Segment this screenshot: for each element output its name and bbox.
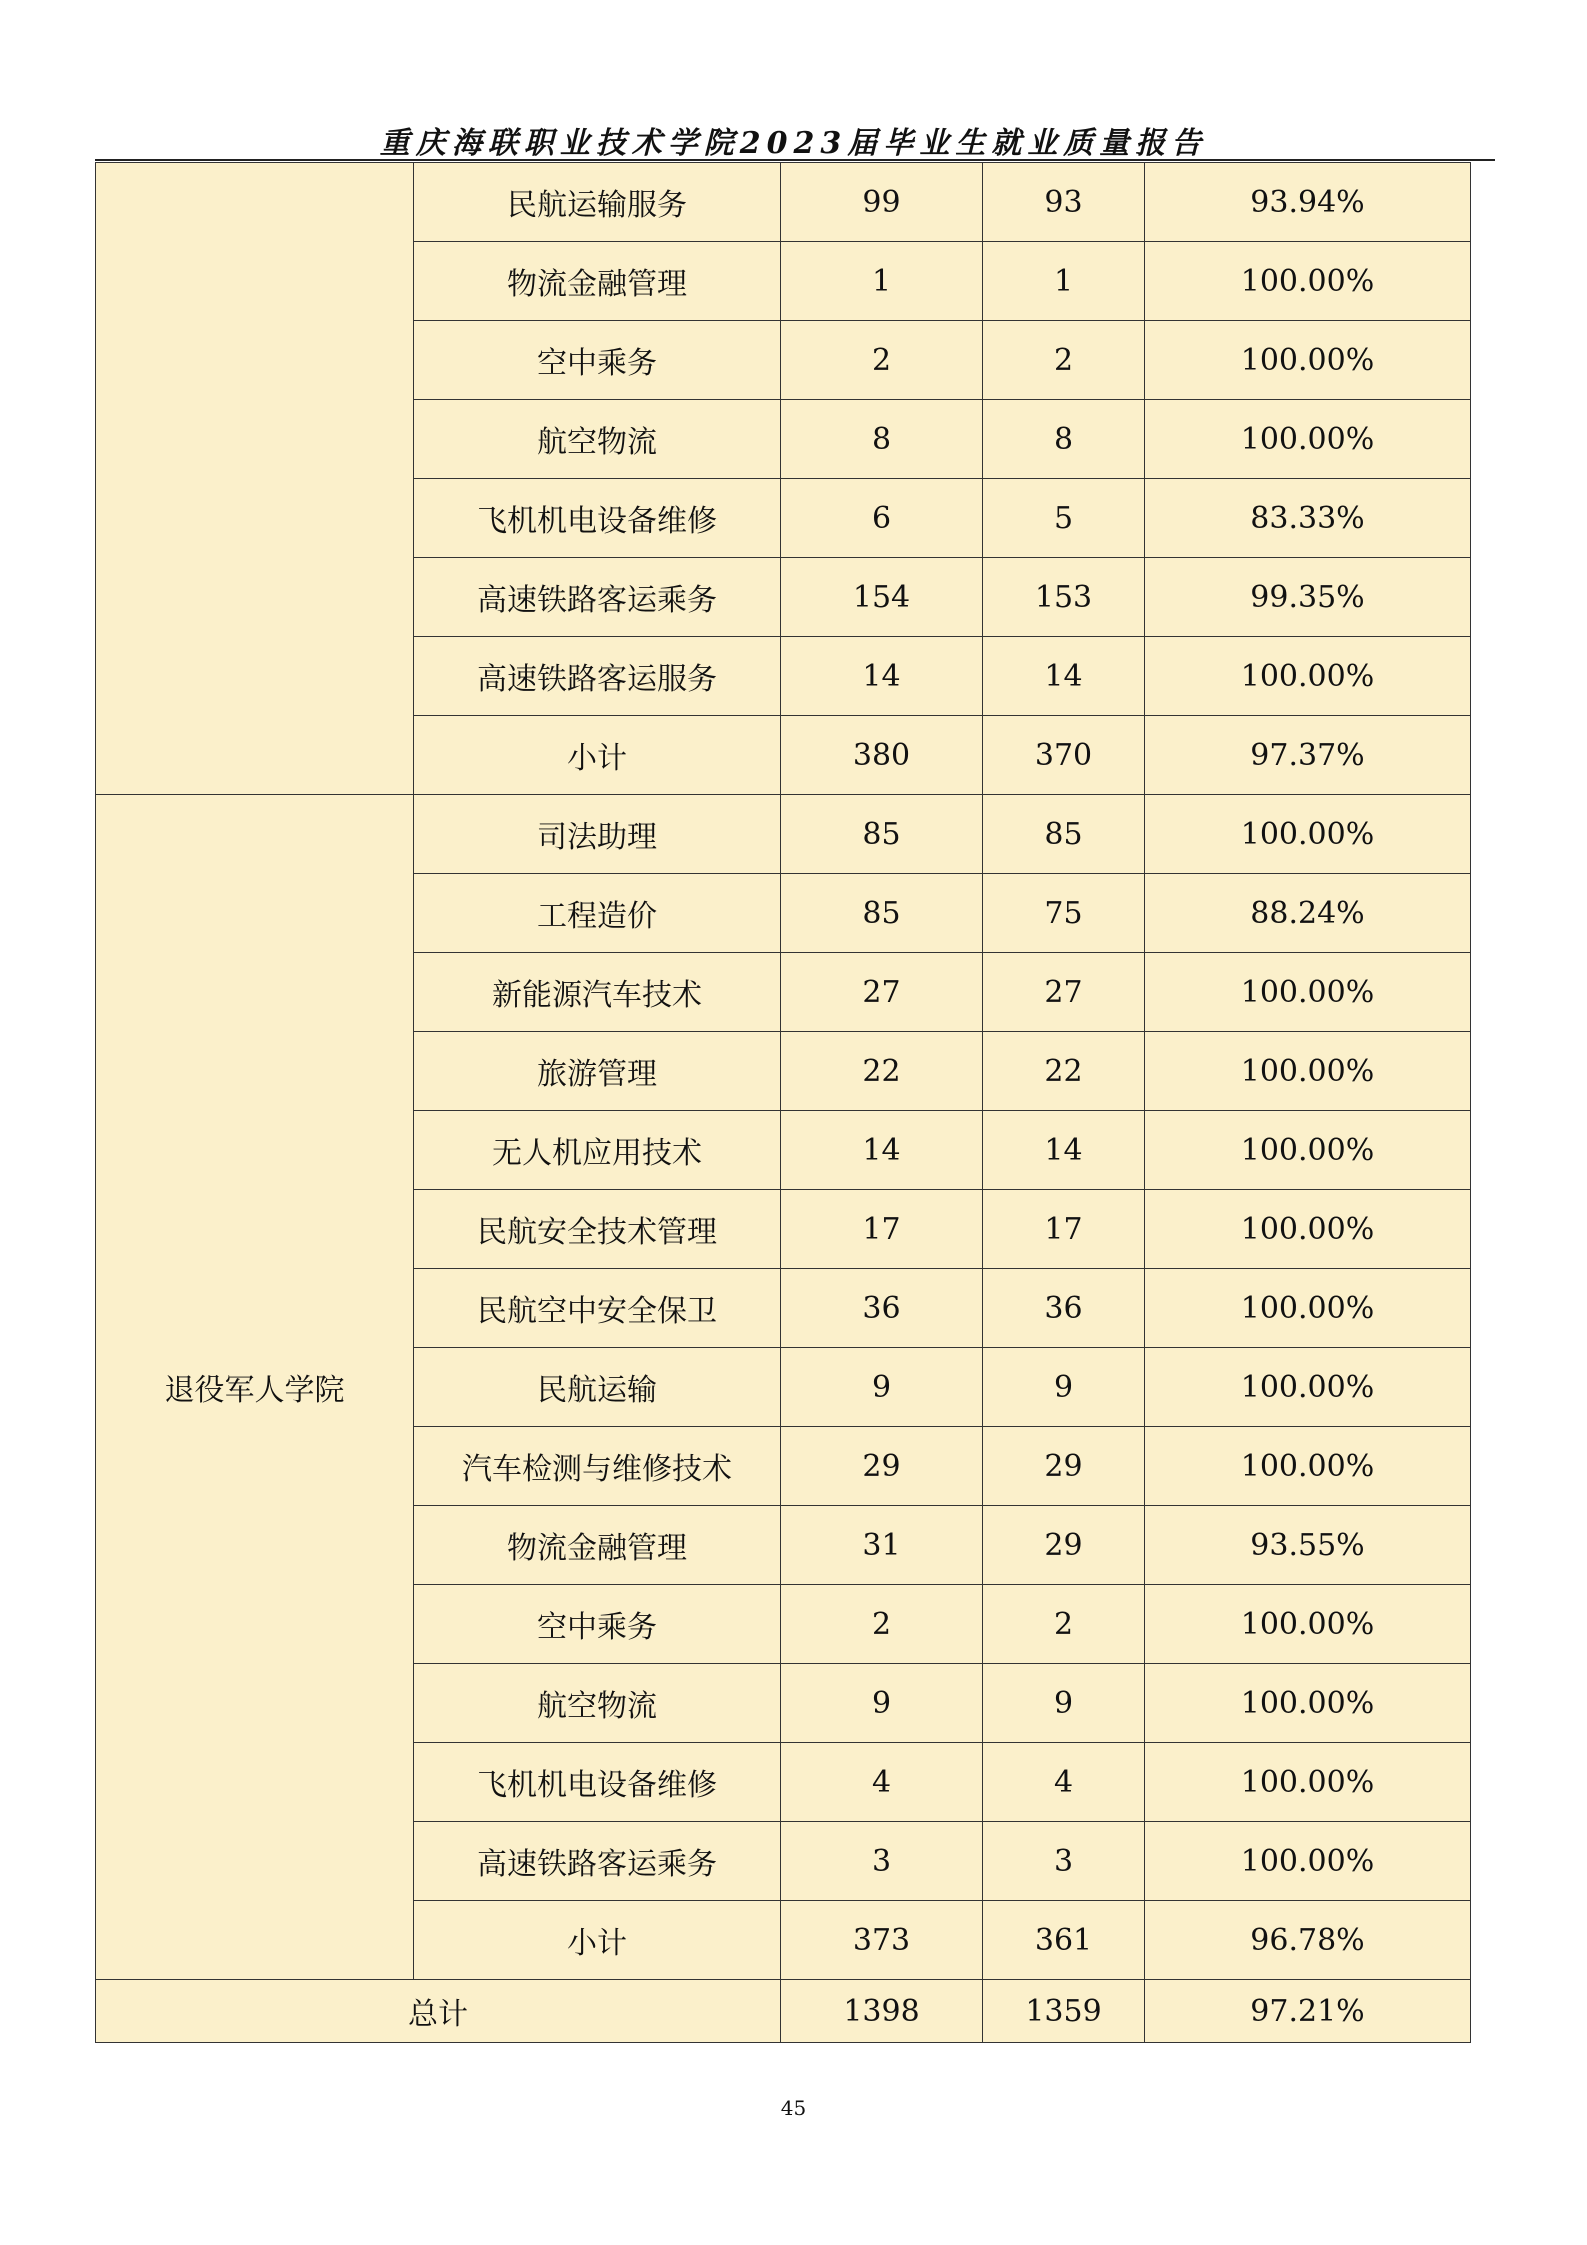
- report-header-title: 重庆海联职业技术学院2023届毕业生就业质量报告: [379, 126, 1208, 161]
- employed-cell: 153: [983, 558, 1145, 637]
- graduates-cell: 2: [781, 1585, 983, 1664]
- employed-cell: 1: [983, 242, 1145, 321]
- employment-rate-cell: 93.55%: [1145, 1506, 1471, 1585]
- employed-cell: 9: [983, 1664, 1145, 1743]
- employment-table: [95, 162, 1471, 2043]
- major-cell: 小计: [414, 716, 781, 795]
- page-number: 45: [780, 2096, 807, 2120]
- table-row: [96, 795, 1471, 874]
- employed-cell: 2: [983, 321, 1145, 400]
- employment-rate-cell: 100.00%: [1145, 1743, 1471, 1822]
- major-cell: 小计: [414, 1901, 781, 1980]
- employed-cell: 361: [983, 1901, 1145, 1980]
- major-cell: 航空物流: [414, 1664, 781, 1743]
- major-cell: 旅游管理: [414, 1032, 781, 1111]
- employment-rate-cell: 100.00%: [1145, 1427, 1471, 1506]
- employed-cell: 29: [983, 1506, 1145, 1585]
- graduates-cell: 22: [781, 1032, 983, 1111]
- employed-cell: 36: [983, 1269, 1145, 1348]
- total-label-cell: 总计: [96, 1980, 781, 2043]
- graduates-cell: 17: [781, 1190, 983, 1269]
- employed-cell: 3: [983, 1822, 1145, 1901]
- employment-rate-cell: 100.00%: [1145, 1822, 1471, 1901]
- major-cell: 高速铁路客运乘务: [414, 1822, 781, 1901]
- employed-cell: 370: [983, 716, 1145, 795]
- employment-rate-cell: 100.00%: [1145, 400, 1471, 479]
- major-cell: 新能源汽车技术: [414, 953, 781, 1032]
- major-cell: 民航运输服务: [414, 163, 781, 242]
- employment-rate-cell: 99.35%: [1145, 558, 1471, 637]
- major-cell: 空中乘务: [414, 1585, 781, 1664]
- major-cell: 航空物流: [414, 400, 781, 479]
- employed-cell: 5: [983, 479, 1145, 558]
- major-cell: 飞机机电设备维修: [414, 1743, 781, 1822]
- employed-cell: 93: [983, 163, 1145, 242]
- employment-rate-cell: 97.37%: [1145, 716, 1471, 795]
- employment-rate-cell: 100.00%: [1145, 795, 1471, 874]
- major-cell: 民航空中安全保卫: [414, 1269, 781, 1348]
- graduates-cell: 99: [781, 163, 983, 242]
- employment-rate-cell: 88.24%: [1145, 874, 1471, 953]
- graduates-cell: 85: [781, 795, 983, 874]
- employment-rate-cell: 96.78%: [1145, 1901, 1471, 1980]
- graduates-cell: 380: [781, 716, 983, 795]
- graduates-cell: 2: [781, 321, 983, 400]
- graduates-cell: 3: [781, 1822, 983, 1901]
- employment-rate-cell: 100.00%: [1145, 637, 1471, 716]
- employment-rate-cell: 100.00%: [1145, 953, 1471, 1032]
- graduates-cell: 6: [781, 479, 983, 558]
- graduates-cell: 154: [781, 558, 983, 637]
- major-cell: 物流金融管理: [414, 242, 781, 321]
- total-employed-cell: 1359: [983, 1980, 1145, 2043]
- employed-cell: 14: [983, 637, 1145, 716]
- major-cell: 汽车检测与维修技术: [414, 1427, 781, 1506]
- graduates-cell: 1: [781, 242, 983, 321]
- college-name-cell: [96, 163, 414, 795]
- employment-rate-cell: 100.00%: [1145, 242, 1471, 321]
- graduates-cell: 9: [781, 1664, 983, 1743]
- graduates-cell: 14: [781, 637, 983, 716]
- employed-cell: 8: [983, 400, 1145, 479]
- employment-rate-cell: 93.94%: [1145, 163, 1471, 242]
- graduates-cell: 373: [781, 1901, 983, 1980]
- total-rate-cell: 97.21%: [1145, 1980, 1471, 2043]
- employment-rate-cell: 100.00%: [1145, 1269, 1471, 1348]
- employed-cell: 4: [983, 1743, 1145, 1822]
- employment-rate-cell: 100.00%: [1145, 1585, 1471, 1664]
- total-graduates-cell: 1398: [781, 1980, 983, 2043]
- graduates-cell: 14: [781, 1111, 983, 1190]
- employment-rate-cell: 100.00%: [1145, 1111, 1471, 1190]
- major-cell: 无人机应用技术: [414, 1111, 781, 1190]
- employed-cell: 27: [983, 953, 1145, 1032]
- major-cell: 工程造价: [414, 874, 781, 953]
- college-name-cell: 退役军人学院: [96, 795, 414, 1980]
- graduates-cell: 8: [781, 400, 983, 479]
- employment-rate-cell: 100.00%: [1145, 321, 1471, 400]
- graduates-cell: 9: [781, 1348, 983, 1427]
- employment-rate-cell: 100.00%: [1145, 1348, 1471, 1427]
- employed-cell: 17: [983, 1190, 1145, 1269]
- table-row: [96, 163, 1471, 242]
- graduates-cell: 27: [781, 953, 983, 1032]
- employed-cell: 75: [983, 874, 1145, 953]
- graduates-cell: 85: [781, 874, 983, 953]
- header-rule: [95, 159, 1495, 161]
- employed-cell: 29: [983, 1427, 1145, 1506]
- employment-rate-cell: 83.33%: [1145, 479, 1471, 558]
- graduates-cell: 29: [781, 1427, 983, 1506]
- major-cell: 飞机机电设备维修: [414, 479, 781, 558]
- graduates-cell: 31: [781, 1506, 983, 1585]
- major-cell: 高速铁路客运服务: [414, 637, 781, 716]
- employed-cell: 9: [983, 1348, 1145, 1427]
- employment-rate-cell: 100.00%: [1145, 1032, 1471, 1111]
- employed-cell: 14: [983, 1111, 1145, 1190]
- total-row: [96, 1980, 1471, 2043]
- employment-rate-cell: 100.00%: [1145, 1664, 1471, 1743]
- major-cell: 空中乘务: [414, 321, 781, 400]
- employment-table-body: [96, 163, 1471, 2043]
- employed-cell: 22: [983, 1032, 1145, 1111]
- employed-cell: 2: [983, 1585, 1145, 1664]
- employment-rate-cell: 100.00%: [1145, 1190, 1471, 1269]
- graduates-cell: 4: [781, 1743, 983, 1822]
- major-cell: 高速铁路客运乘务: [414, 558, 781, 637]
- employed-cell: 85: [983, 795, 1145, 874]
- major-cell: 民航运输: [414, 1348, 781, 1427]
- graduates-cell: 36: [781, 1269, 983, 1348]
- major-cell: 民航安全技术管理: [414, 1190, 781, 1269]
- major-cell: 物流金融管理: [414, 1506, 781, 1585]
- major-cell: 司法助理: [414, 795, 781, 874]
